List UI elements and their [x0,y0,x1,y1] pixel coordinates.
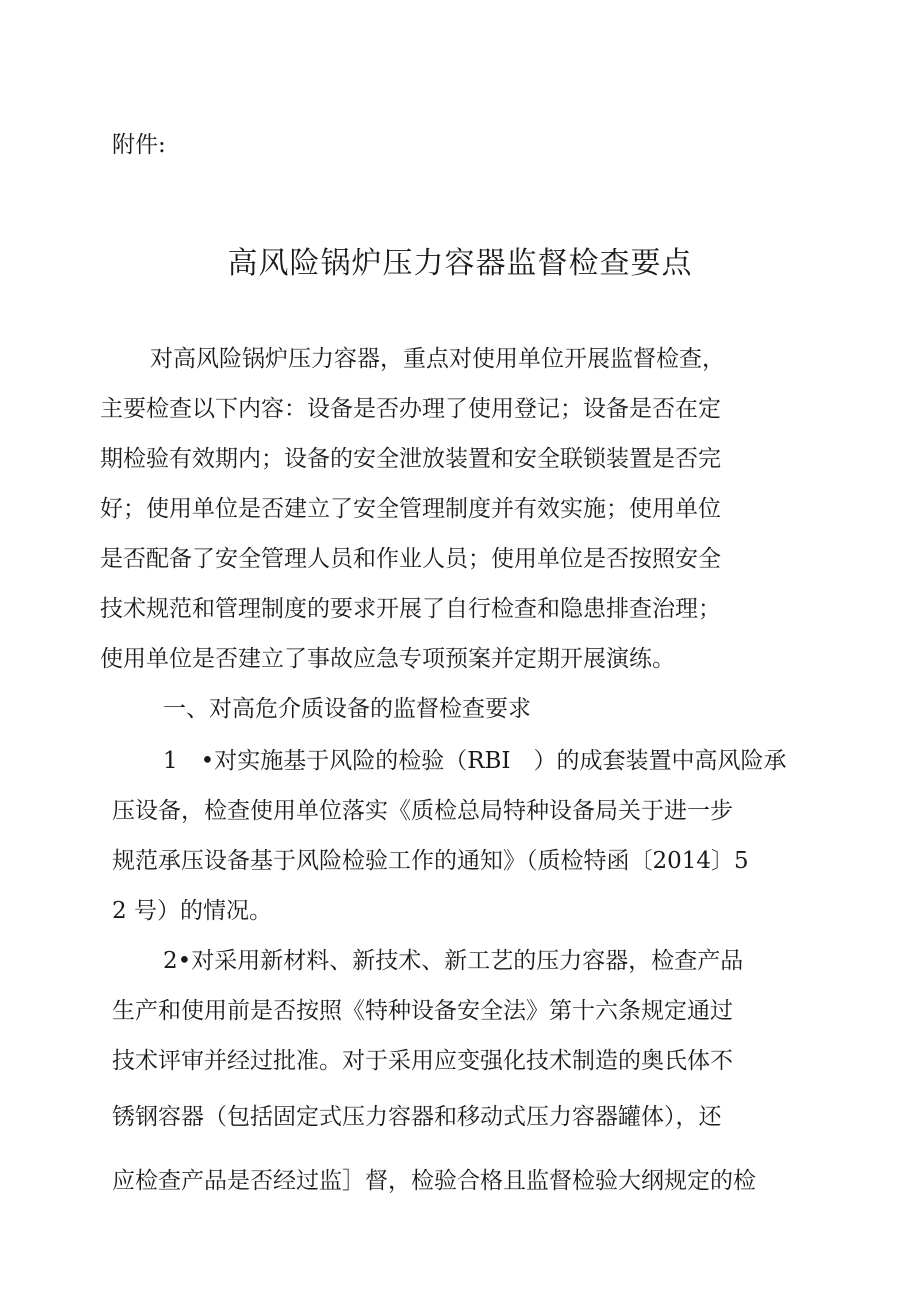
item-2-line: 技术评审并经过批准。对于采用应变强化技术制造的奥氏体不 [112,1048,733,1074]
item-2-line: 生产和使用前是否按照《特种设备安全法》第十六条规定通过 [112,998,733,1024]
item-2-line: 应检查产品是否经过监］督，检验合格且监督检验大纲规定的检 [112,1168,756,1194]
intro-line: 主要检查以下内容：设备是否办理了使用登记；设备是否在定 [100,396,721,422]
intro-line: 技术规范和管理制度的要求开展了自行检查和隐患排查治理； [100,596,721,622]
intro-line: 对高风险锅炉压力容器，重点对使用单位开展监督检查， [150,346,725,372]
intro-line: 是否配备了安全管理人员和作业人员；使用单位是否按照安全 [100,546,721,572]
item-2-line: 锈钢容器（包括固定式压力容器和移动式压力容器罐体），还 [112,1104,722,1130]
document-title: 高风险锅炉压力容器监督检查要点 [227,246,693,281]
item-2-line: 2•对采用新材料、新技术、新工艺的压力容器，检查产品 [163,948,744,974]
attachment-label: 附件: [112,132,166,158]
section-heading: 一、对高危介质设备的监督检查要求 [163,696,531,722]
intro-line: 使用单位是否建立了事故应急专项预案并定期开展演练。 [100,646,675,672]
item-1-line: 1 •对实施基于风险的检验（RBI ）的成套装置中高风险承 [163,748,787,774]
item-1-line: 规范承压设备基于风险检验工作的通知》（质检特函〔2014〕5 [112,848,749,874]
intro-line: 期检验有效期内；设备的安全泄放装置和安全联锁装置是否完 [100,446,721,472]
item-1-line: 压设备，检查使用单位落实《质检总局特种设备局关于进一步 [112,798,733,824]
item-1-line: 2 号）的情况。 [112,898,272,924]
intro-line: 好；使用单位是否建立了安全管理制度并有效实施；使用单位 [100,496,721,522]
